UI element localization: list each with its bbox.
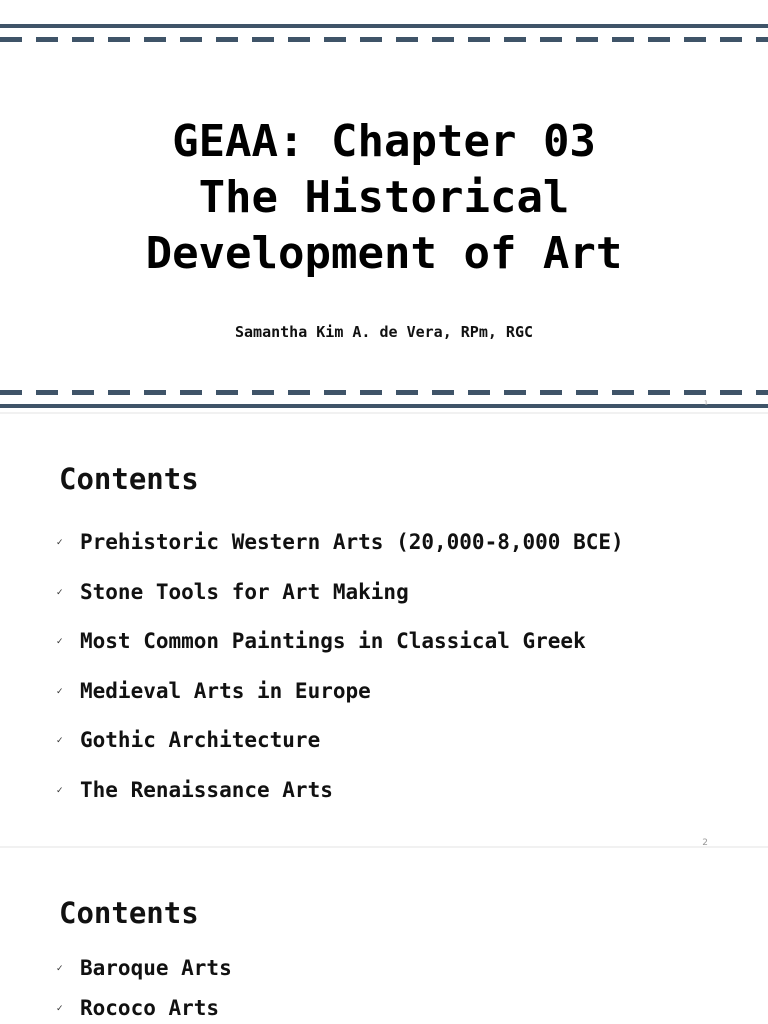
contents-list [56, 953, 232, 1024]
contents-slide-2 [0, 848, 768, 1024]
list-item-label: Stone Tools for Art Making [80, 579, 409, 604]
page-number: 2 [702, 838, 708, 846]
contents-heading: Contents [59, 896, 199, 930]
title-slide [0, 0, 768, 412]
bottom-solid-rule [0, 404, 768, 408]
checkmark-icon: ✓ [56, 686, 64, 697]
checkmark-icon: ✓ [56, 587, 64, 598]
contents-slide-1 [0, 414, 768, 846]
list-item [56, 775, 624, 825]
list-item-label: Gothic Architecture [80, 728, 321, 752]
bottom-dashed-rule [0, 390, 768, 395]
list-item-label: Prehistoric Western Arts (20,000-8,000 BCE) [80, 530, 624, 554]
checkmark-icon: ✓ [56, 964, 64, 974]
list-item [56, 527, 624, 577]
list-item-label: Rococo Arts [80, 995, 220, 1020]
list-item-label: Most Common Paintings in Classical Greek [80, 629, 586, 653]
list-item-label: Baroque Arts [80, 956, 232, 980]
checkmark-icon: ✓ [56, 637, 64, 647]
list-item-label: Medieval Arts in Europe [80, 678, 371, 703]
list-item [56, 676, 624, 726]
list-item [56, 725, 624, 775]
list-item [56, 626, 624, 676]
contents-list [56, 527, 624, 824]
list-item [56, 577, 624, 627]
top-solid-rule [0, 24, 768, 28]
page-number: 1 [704, 400, 708, 407]
checkmark-icon: ✓ [56, 1003, 64, 1014]
checkmark-icon: ✓ [56, 736, 64, 746]
contents-heading: Contents [59, 462, 199, 496]
list-item [56, 993, 232, 1024]
top-dashed-rule [0, 37, 768, 42]
checkmark-icon: ✓ [56, 785, 64, 796]
list-item-label: The Renaissance Arts [80, 777, 333, 802]
title-line-1: GEAA: Chapter 03 [172, 116, 596, 167]
title-line-3: Development of Art [145, 228, 623, 279]
author-line: Samantha Kim A. de Vera, RPm, RGC [234, 323, 533, 341]
list-item [56, 953, 232, 993]
title-line-2: The Historical [198, 172, 570, 223]
checkmark-icon: ✓ [56, 538, 64, 548]
slide-title [0, 114, 768, 282]
